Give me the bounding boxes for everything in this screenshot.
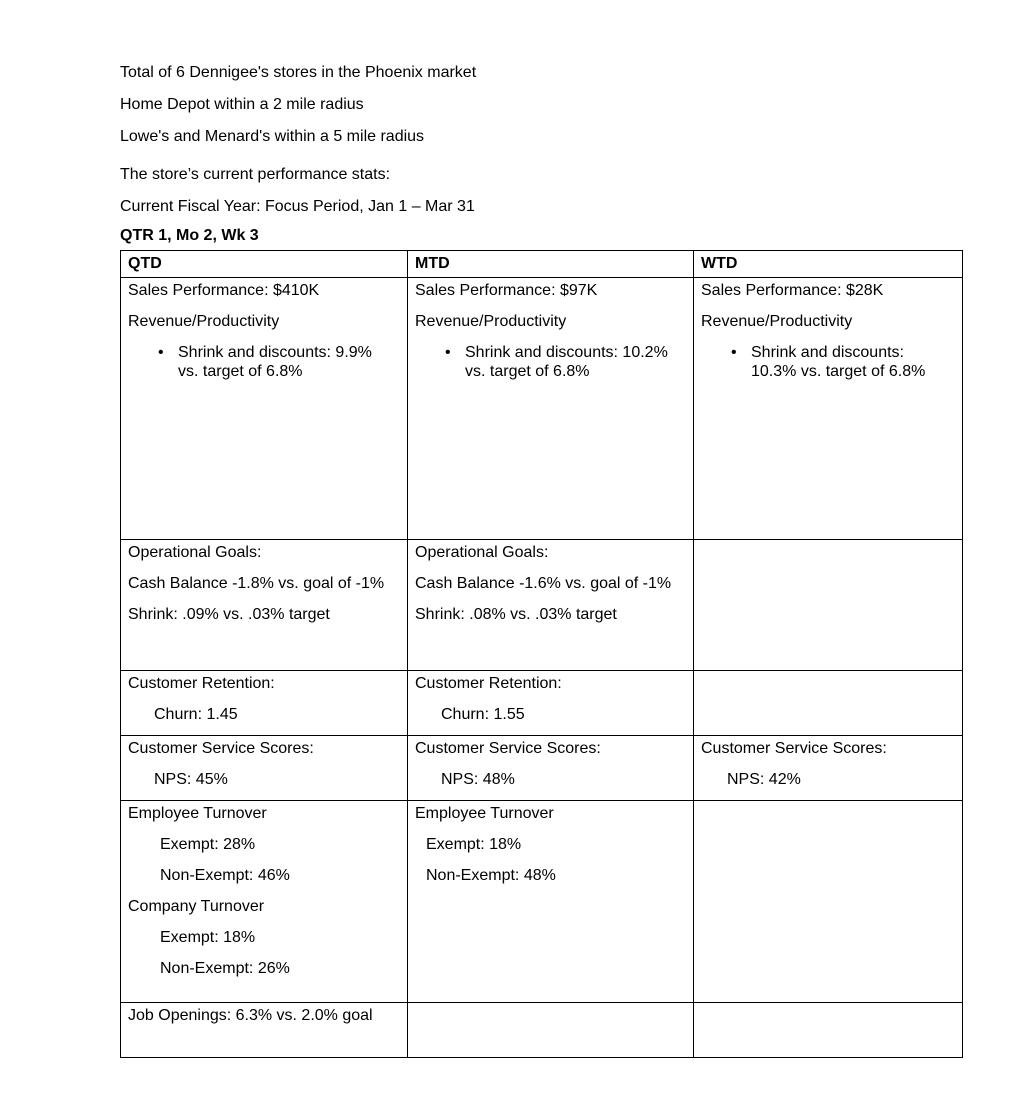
operational-label: Operational Goals: [415, 544, 549, 561]
cell-ops-qtd [121, 540, 408, 671]
employee-nonexempt: Non-Exempt: 46% [160, 867, 290, 884]
cell-turnover-wtd [694, 801, 963, 1003]
employee-turnover-label: Employee Turnover [128, 805, 267, 822]
cell-retention-wtd [694, 671, 963, 736]
bullet-list [415, 343, 686, 381]
shrink-bullet: • Shrink and discounts: 9.9% vs. target of 6.8% [128, 343, 400, 381]
nps-value: NPS: 42% [727, 771, 801, 788]
churn-value: Churn: 1.55 [441, 706, 525, 723]
revenue-label: Revenue/Productivity [128, 313, 280, 330]
retention-label: Customer Retention: [415, 675, 562, 692]
shrink-bullet: • Shrink and discounts: 10.3% vs. target of 6.8% [701, 343, 955, 381]
cell-ops-mtd [408, 540, 694, 671]
sales-performance: Sales Performance: $28K [701, 282, 884, 299]
table-row-sales [121, 278, 963, 540]
nps-value: NPS: 48% [441, 771, 515, 788]
company-exempt: Exempt: 18% [160, 929, 256, 946]
cell-jobs-wtd [694, 1003, 963, 1058]
bullet-list [128, 343, 400, 381]
service-label: Customer Service Scores: [415, 740, 601, 757]
cell-service-mtd [408, 736, 694, 801]
cell-retention-qtd [121, 671, 408, 736]
intro-line-lowes: Lowe's and Menard's within a 5 mile radius [120, 128, 425, 145]
nps-value: NPS: 45% [154, 771, 228, 788]
service-label: Customer Service Scores: [701, 740, 887, 757]
table-row-turnover [121, 801, 963, 1003]
cell-turnover-mtd [408, 801, 694, 1003]
cell-jobs-qtd [121, 1003, 408, 1058]
company-nonexempt: Non-Exempt: 26% [160, 960, 290, 977]
cell-sales-mtd [408, 278, 694, 540]
operational-label: Operational Goals: [128, 544, 262, 561]
fiscal-year: Current Fiscal Year: Focus Period, Jan 1 – Mar 31 [120, 198, 475, 215]
intro-line-stores: Total of 6 Dennigee's stores in the Phoenix market [120, 64, 477, 81]
table-row-operational [121, 540, 963, 671]
service-label: Customer Service Scores: [128, 740, 314, 757]
job-openings: Job Openings: 6.3% vs. 2.0% goal [128, 1007, 373, 1024]
bullet-list [701, 343, 955, 381]
cash-balance: Cash Balance -1.6% vs. goal of -1% [415, 575, 672, 592]
table-row-retention [121, 671, 963, 736]
intro-line-home-depot: Home Depot within a 2 mile radius [120, 96, 364, 113]
employee-exempt: Exempt: 18% [426, 836, 522, 853]
cell-service-qtd [121, 736, 408, 801]
cell-sales-qtd [121, 278, 408, 540]
cell-jobs-mtd [408, 1003, 694, 1058]
churn-value: Churn: 1.45 [154, 706, 238, 723]
revenue-label: Revenue/Productivity [701, 313, 853, 330]
shrink-stat: Shrink: .09% vs. .03% target [128, 606, 330, 623]
cell-sales-wtd [694, 278, 963, 540]
header-qtd: QTD [121, 251, 408, 278]
table-header-row [121, 251, 963, 278]
employee-turnover-label: Employee Turnover [415, 805, 554, 822]
shrink-stat: Shrink: .08% vs. .03% target [415, 606, 617, 623]
performance-table [120, 250, 963, 1058]
cell-ops-wtd [694, 540, 963, 671]
header-mtd: MTD [408, 251, 694, 278]
document-page [120, 60, 962, 1058]
table-row-jobs [121, 1003, 963, 1058]
period-heading: QTR 1, Mo 2, Wk 3 [120, 227, 259, 244]
retention-label: Customer Retention: [128, 675, 275, 692]
employee-exempt: Exempt: 28% [160, 836, 256, 853]
shrink-bullet: • Shrink and discounts: 10.2% vs. target of 6.8% [415, 343, 686, 381]
sales-performance: Sales Performance: $410K [128, 282, 320, 299]
header-wtd: WTD [694, 251, 963, 278]
cell-turnover-qtd [121, 801, 408, 1003]
table-row-service [121, 736, 963, 801]
sales-performance: Sales Performance: $97K [415, 282, 598, 299]
cell-service-wtd [694, 736, 963, 801]
cash-balance: Cash Balance -1.8% vs. goal of -1% [128, 575, 385, 592]
revenue-label: Revenue/Productivity [415, 313, 567, 330]
company-turnover-label: Company Turnover [128, 898, 265, 915]
stats-intro: The store’s current performance stats: [120, 166, 391, 183]
employee-nonexempt: Non-Exempt: 48% [426, 867, 556, 884]
cell-retention-mtd [408, 671, 694, 736]
